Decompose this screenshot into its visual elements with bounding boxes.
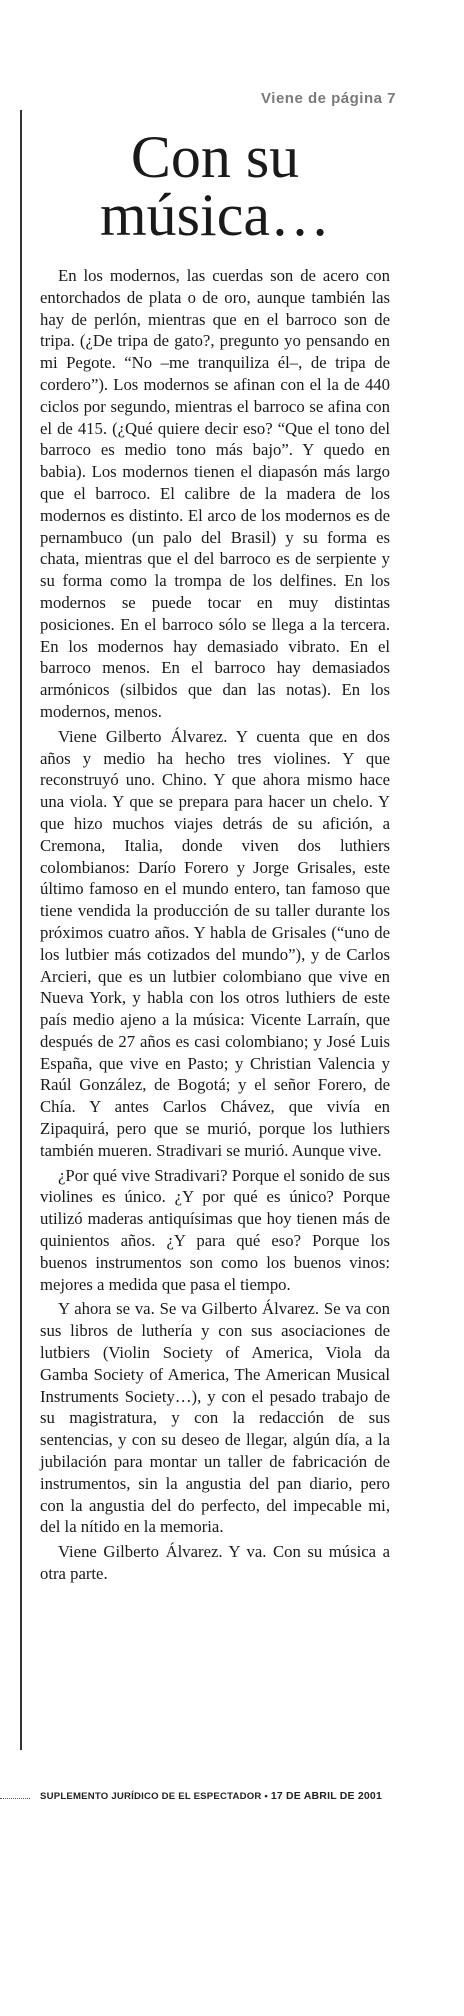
article-paragraph-1: En los modernos, las cuerdas son de acero con entorchados de plata o de oro, aunque también las hay de perlón, mientras que en el barroco son de tripa. (¿De tripa de gato?, pregunto yo pensando en mi Pegote. “No –me tranquiliza él–, de tripa de cordero”). Los modernos se afinan con el la de 440 ciclos por segundo, mientras el barroco se afina con el de 415. (¿Qué quiere decir eso? “Que el tono del barroco es medio tono más bajo”. Y quedo en babia). Los modernos tienen el diapasón más largo que el barroco. El calibre de la madera de los modernos es distinto. El arco de los modernos es de pernambuco (un palo del Brasil) y su forma es chata, mientras que el del barroco es de serpiente y su forma como la trompa de los delfines. En los modernos se puede tocar en muy distintas posiciones. En el barroco sólo se llega a la tercera. En los modernos hay demasiado vibrato. En el barroco menos. En el barroco hay demasiados armónicos (silbidos que dan las notas). En los modernos, menos. xyxy=(40,266,390,721)
article-paragraph-2: Viene Gilberto Álvarez. Y cuenta que en dos años y medio ha hecho tres violines. Y que reconstruyó uno. Chino. Y que ahora mismo hace una viola. Y que se prepara para hacer un chelo. Y que hizo muchos viajes detrás de su afición, a Cremona, Italia, donde viven dos luthiers colombianos: Darío Forero y Jorge Grisales, este último famoso en el mundo entero, tan famoso que tiene vendida la producción de su taller durante los próximos cuatro años. Y habla de Grisales (“uno de los lutbier más cotizados del mundo”), y de Carlos Arcieri, que es un lutbier colombiano que vive en Nueva York, y habla con los otros luthiers de este país medio ajeno a la música: Vicente Larraín, que después de 27 años es casi colombiano; y José Luis España, que vive en Pasto; y Christian Valencia y Raúl González, de Bogotá; y el señor Forero, de Chía. Y antes Carlos Chávez, que vivía en Zipaquirá, pero que se murió, porque los luthiers también mueren. Stradivari se murió. Aunque vive. xyxy=(40,726,390,1160)
headline-line-1: Con su xyxy=(130,124,300,190)
article-paragraph-4: Y ahora se va. Se va Gilberto Álvarez. Se va con sus libros de luthería y con sus asociaciones de lutbiers (Violin Society of America, Viola da Gamba Society of America, The American Musical Instruments Society…), y con el pesado trabajo de su magistratura, y con la redacción de sus sentencias, y con su deseo de llegar, algún día, a la jubilación para montar un taller de fabricación de instrumentos, sin la angustia del pan diario, pero con la angustia del do perfecto, del impecable mi, del la nítido en la memoria. xyxy=(40,1299,390,1537)
article-paragraph-5: Viene Gilberto Álvarez. Y va. Con su música a otra parte. xyxy=(40,1542,390,1584)
headline xyxy=(40,124,390,248)
footer-date: 17 DE ABRIL DE 2001 xyxy=(270,1790,382,1802)
page-footer xyxy=(40,1790,382,1802)
article-body xyxy=(40,265,390,1585)
footer-bullet: • xyxy=(264,1791,268,1802)
article-paragraph-3: ¿Por qué vive Stradivari? Porque el sonido de sus violines es único. ¿Y por qué es único? Porque utilizó maderas antiquísimas que hoy tienen más de quinientos años. ¿Y para qué eso? Porque los buenos instrumentos son como los buenos vinos: mejores a medida que pasa el tiempo. xyxy=(40,1165,390,1294)
headline-line-2: música… xyxy=(100,182,330,248)
footer-dotted-rule xyxy=(0,1798,30,1799)
continued-from-label: Viene de página 7 xyxy=(261,90,396,107)
column-rule xyxy=(20,110,22,1750)
footer-publication: SUPLEMENTO JURÍDICO DE EL ESPECTADOR xyxy=(40,1791,262,1802)
